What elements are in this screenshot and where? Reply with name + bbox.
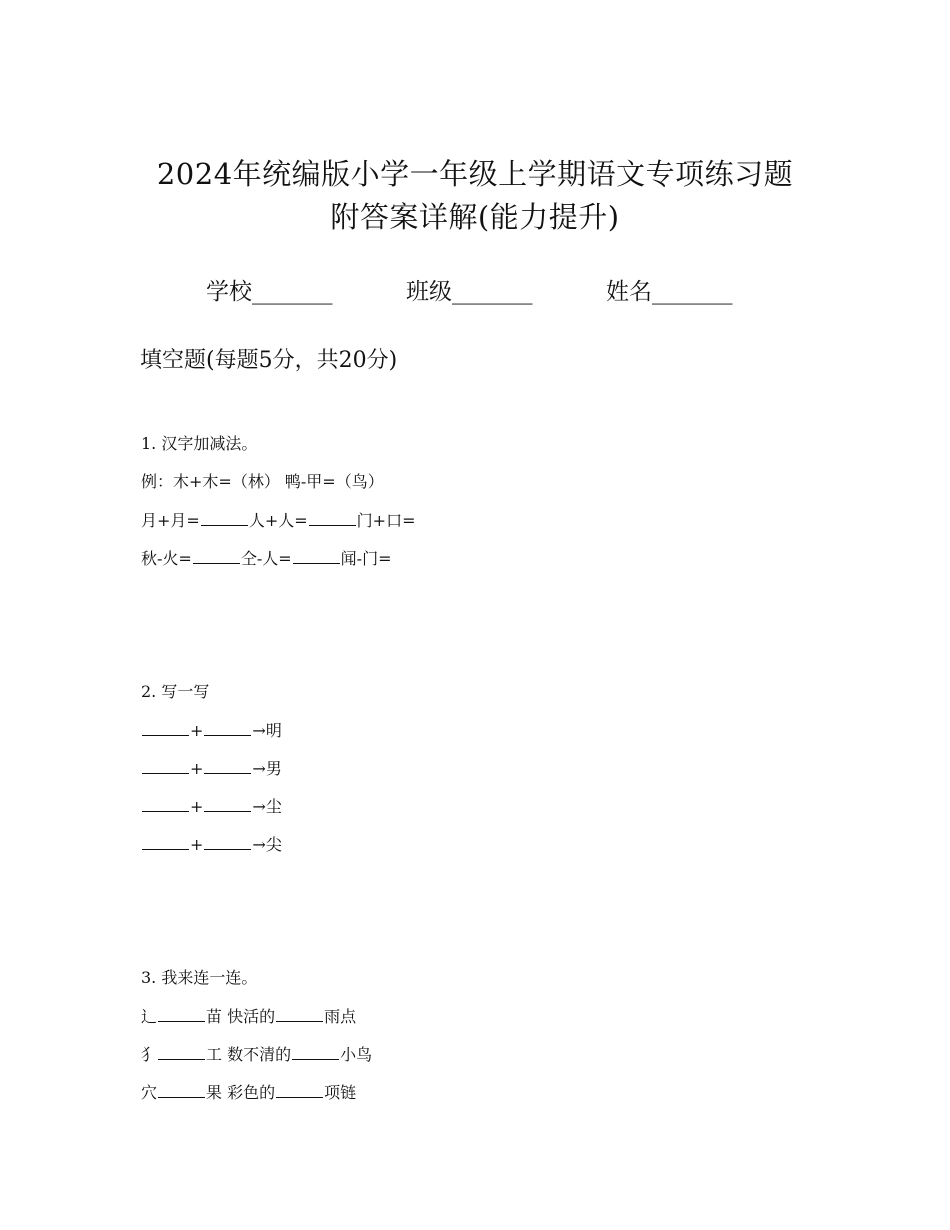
q2-row bbox=[141, 719, 282, 742]
answer-blank[interactable] bbox=[193, 547, 240, 564]
answer-blank[interactable] bbox=[142, 757, 189, 774]
class-label: 班级 bbox=[406, 279, 452, 305]
answer-blank[interactable] bbox=[204, 795, 251, 812]
plus-sign: + bbox=[190, 835, 204, 854]
answer-blank[interactable] bbox=[204, 757, 251, 774]
q2-title: 2. 写一写 bbox=[141, 682, 210, 701]
name-label: 姓名 bbox=[606, 279, 652, 305]
answer-blank[interactable] bbox=[158, 1081, 205, 1098]
q3-left: 犭 bbox=[141, 1045, 158, 1064]
q3-mid: 果 彩色的 bbox=[206, 1083, 276, 1102]
arrow-icon: → bbox=[252, 759, 266, 778]
q1-item: 月+月= bbox=[141, 511, 200, 530]
q3-left: 辶 bbox=[141, 1007, 158, 1026]
q2-result: 明 bbox=[265, 721, 282, 740]
arrow-icon: → bbox=[252, 797, 266, 816]
q1-example: 例：木+木=（林） 鸭-甲=（鸟） bbox=[141, 472, 384, 491]
q3-right: 小鸟 bbox=[340, 1045, 373, 1064]
q3-title: 3. 我来连一连。 bbox=[141, 968, 258, 987]
q3-mid: 苗 快活的 bbox=[206, 1007, 276, 1026]
class-field[interactable] bbox=[406, 276, 533, 308]
answer-blank[interactable] bbox=[142, 719, 189, 736]
class-blank[interactable]: _______ bbox=[452, 279, 533, 305]
name-blank[interactable]: _______ bbox=[652, 279, 733, 305]
q3-row bbox=[141, 1043, 372, 1066]
answer-blank[interactable] bbox=[142, 795, 189, 812]
answer-blank[interactable] bbox=[201, 509, 248, 526]
plus-sign: + bbox=[190, 721, 204, 740]
q3-row bbox=[141, 1081, 356, 1104]
answer-blank[interactable] bbox=[292, 1043, 339, 1060]
arrow-icon: → bbox=[252, 721, 266, 740]
q2-result: 男 bbox=[265, 759, 282, 778]
answer-blank[interactable] bbox=[204, 833, 251, 850]
plus-sign: + bbox=[190, 759, 204, 778]
page-title-line2: 附答案详解(能力提升) bbox=[330, 200, 620, 234]
answer-blank[interactable] bbox=[309, 509, 356, 526]
q1-item: 闻-门= bbox=[340, 549, 392, 568]
arrow-icon: → bbox=[252, 835, 266, 854]
q1-item: 门+口= bbox=[356, 511, 416, 530]
school-blank[interactable]: _______ bbox=[252, 279, 333, 305]
q1-item: 仝-人= bbox=[240, 549, 292, 568]
q1-item: 人+人= bbox=[248, 511, 308, 530]
q3-row bbox=[141, 1005, 356, 1028]
name-field[interactable] bbox=[606, 276, 733, 308]
q2-row bbox=[141, 757, 282, 780]
answer-blank[interactable] bbox=[276, 1081, 323, 1098]
q3-left: 穴 bbox=[141, 1083, 158, 1102]
q2-row bbox=[141, 833, 282, 856]
answer-blank[interactable] bbox=[276, 1005, 323, 1022]
q1-title: 1. 汉字加减法。 bbox=[141, 434, 258, 453]
answer-blank[interactable] bbox=[158, 1043, 205, 1060]
q1-row2 bbox=[141, 547, 391, 570]
q3-mid: 工 数不清的 bbox=[206, 1045, 292, 1064]
answer-blank[interactable] bbox=[158, 1005, 205, 1022]
page-title-line1: 2024年统编版小学一年级上学期语文专项练习题 bbox=[156, 157, 794, 191]
q2-result: 尖 bbox=[265, 835, 282, 854]
answer-blank[interactable] bbox=[204, 719, 251, 736]
q1-row1 bbox=[141, 509, 415, 532]
answer-blank[interactable] bbox=[293, 547, 340, 564]
q2-result: 尘 bbox=[265, 797, 282, 816]
answer-blank[interactable] bbox=[142, 833, 189, 850]
school-label: 学校 bbox=[206, 279, 252, 305]
q2-row bbox=[141, 795, 282, 818]
q1-item: 秋-火= bbox=[141, 549, 192, 568]
section-heading: 填空题(每题5分，共20分) bbox=[140, 348, 398, 373]
plus-sign: + bbox=[190, 797, 204, 816]
q3-right: 项链 bbox=[324, 1083, 357, 1102]
school-field[interactable] bbox=[206, 276, 333, 308]
q3-right: 雨点 bbox=[324, 1007, 357, 1026]
